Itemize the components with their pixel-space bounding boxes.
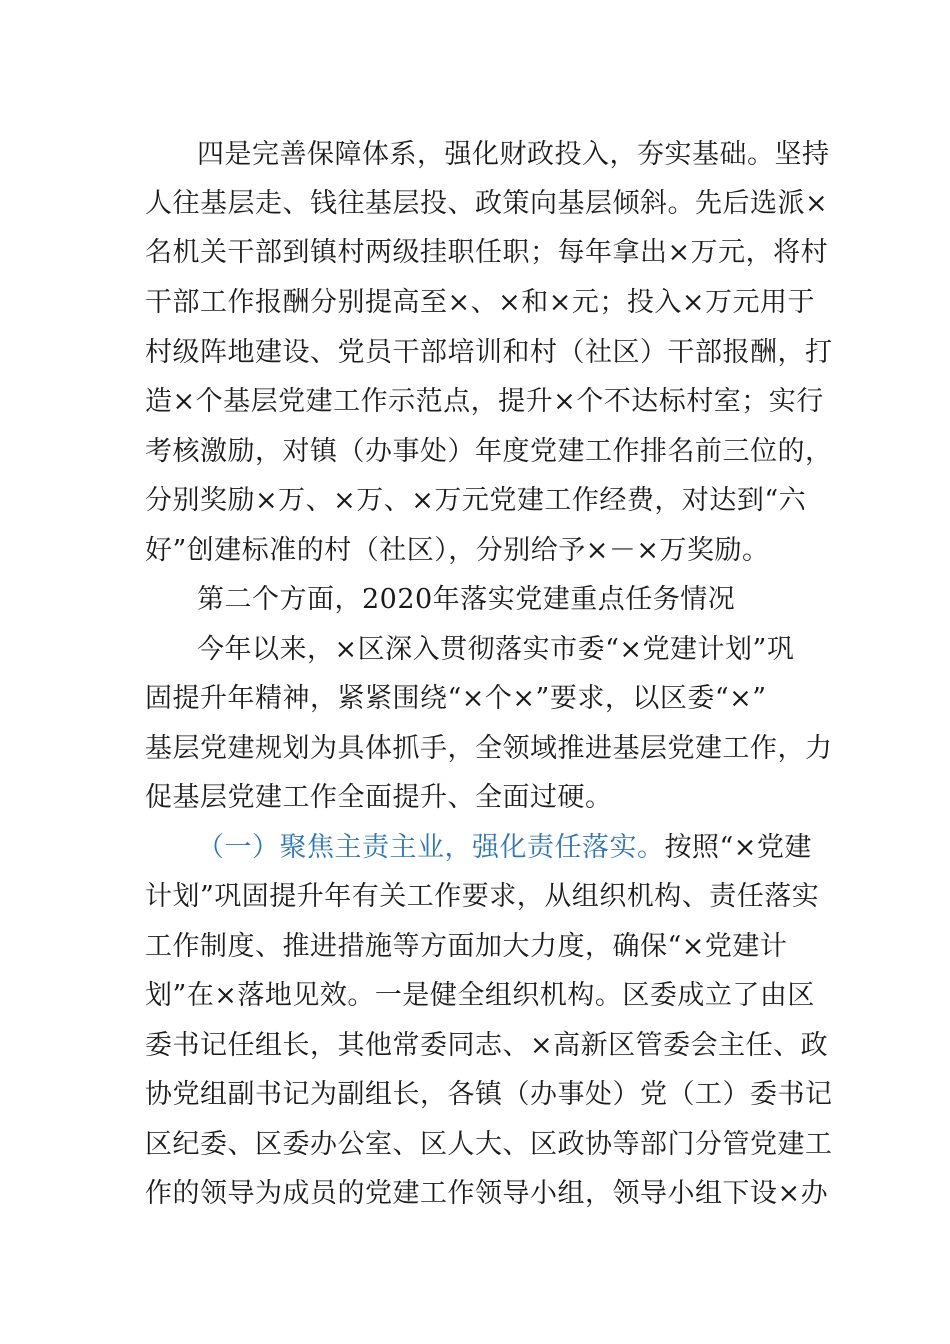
text-line: 造×个基层党建工作示范点，提升×个不达标村室；实行 — [145, 386, 824, 417]
text-line: 划”在×落地见效。一是健全组织机构。区委成立了由区 — [145, 980, 815, 1011]
text-line: 委书记任组长，其他常委同志、×高新区管委会主任、政 — [145, 1030, 829, 1061]
text-line: 计划”巩固提升年有关工作要求，从组织机构、责任落实 — [145, 881, 820, 912]
text-line: 考核激励，对镇（办事处）年度党建工作排名前三位的， — [145, 436, 833, 467]
text-line: 区纪委、区委办公室、区人大、区政协等部门分管党建工 — [145, 1129, 833, 1160]
text-line: 今年以来，×区深入贯彻落实市委“×党建计划”巩 — [197, 634, 795, 665]
text-line: 好”创建标准的村（社区），分别给予×－×万奖励。 — [145, 535, 770, 566]
text-line: 基层党建规划为具体抓手，全领域推进基层党建工作，力 — [145, 733, 833, 764]
text-line: 干部工作报酬分别提高至×、×和×元；投入×万元用于 — [145, 287, 815, 318]
text-line: 四是完善保障体系，强化财政投入，夯实基础。坚持 — [197, 139, 830, 170]
text-span: 按照“×党建 — [664, 832, 812, 863]
text-line: 固提升年精神，紧紧围绕“×个×”要求，以区委“×” — [145, 683, 767, 714]
text-line: 作的领导为成员的党建工作领导小组，领导小组下设×办 — [145, 1178, 829, 1209]
text-line: 人往基层走、钱往基层投、政策向基层倾斜。先后选派× — [145, 188, 829, 219]
text-line: 工作制度、推进措施等方面加大力度，确保“×党建计 — [145, 931, 788, 962]
text-line: 分别奖励×万、×万、×万元党建工作经费，对达到“六 — [145, 485, 807, 516]
subheading-highlight: （一）聚焦主责主业，强化责任落实。 — [197, 832, 665, 863]
section-heading: 第二个方面，2020年落实党建重点任务情况 — [197, 584, 736, 615]
text-line: 促基层党建工作全面提升、全面过硬。 — [145, 782, 613, 813]
text-line: 名机关干部到镇村两级挂职任职；每年拿出×万元，将村 — [145, 237, 829, 268]
paragraph-line — [197, 830, 877, 866]
text-line: 协党组副书记为副组长，各镇（办事处）党（工）委书记 — [145, 1079, 833, 1110]
text-line: 村级阵地建设、党员干部培训和村（社区）干部报酬，打 — [145, 337, 833, 368]
